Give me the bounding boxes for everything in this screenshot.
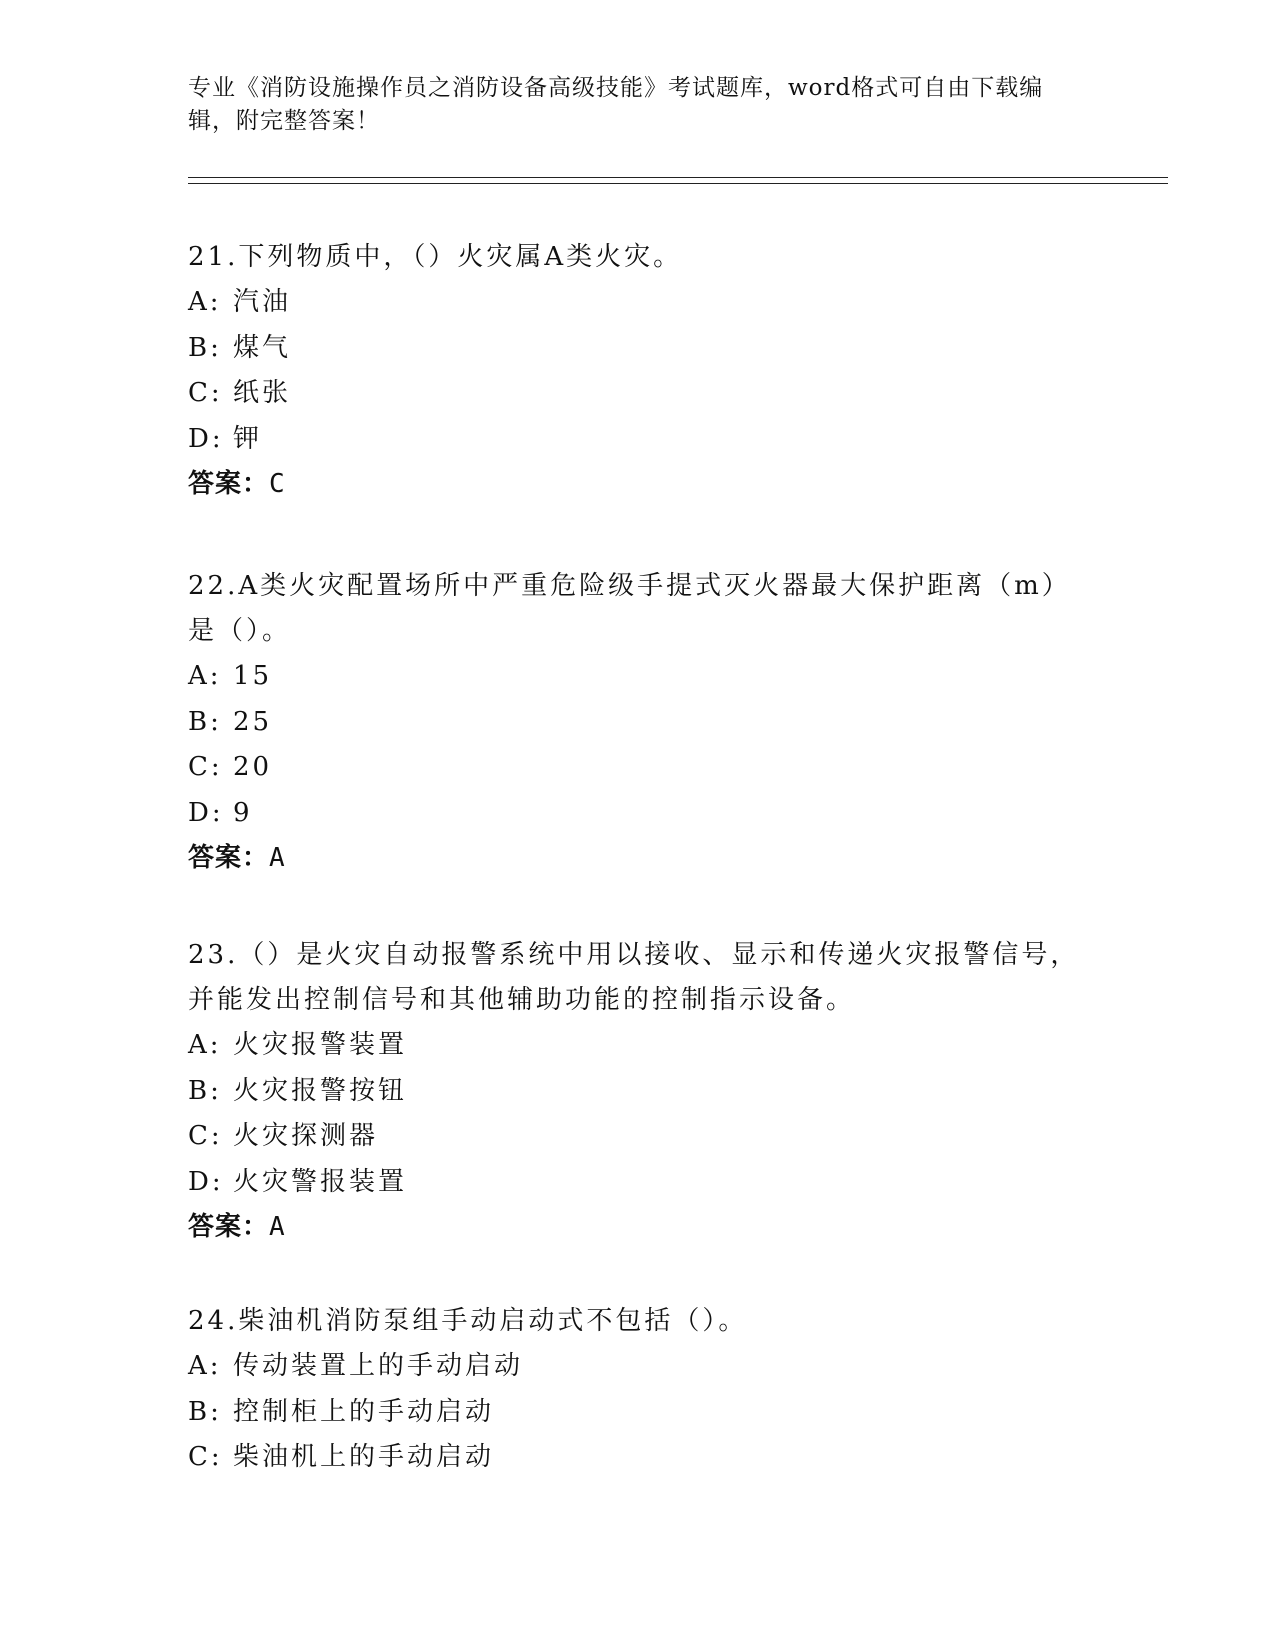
answer-line bbox=[188, 462, 1088, 508]
option-d bbox=[188, 791, 1088, 837]
question-stem: 21.下列物质中，（）火灾属A类火灾。 bbox=[188, 242, 683, 272]
option-a bbox=[188, 654, 1088, 700]
option-b bbox=[188, 1069, 1088, 1115]
option-label: D: bbox=[188, 797, 224, 828]
option-text: 传动装置上的手动启动 bbox=[233, 1351, 524, 1381]
option-b bbox=[188, 1390, 1088, 1436]
question-21 bbox=[188, 235, 1088, 508]
option-text: 25 bbox=[233, 706, 273, 737]
option-a bbox=[188, 1023, 1088, 1069]
question-24 bbox=[188, 1299, 1088, 1481]
option-c bbox=[188, 745, 1088, 791]
answer-value: A bbox=[269, 843, 286, 873]
option-label: A: bbox=[188, 1351, 222, 1381]
option-text: 纸张 bbox=[233, 378, 292, 408]
answer-label: 答案： bbox=[188, 843, 270, 873]
header-divider-bottom bbox=[188, 183, 1168, 184]
question-stem: 24.柴油机消防泵组手动启动式不包括（）。 bbox=[188, 1306, 748, 1336]
answer-value: C bbox=[269, 469, 286, 499]
option-label: A: bbox=[188, 661, 222, 691]
option-a bbox=[188, 1344, 1088, 1390]
question-22 bbox=[188, 564, 1088, 882]
answer-value: A bbox=[269, 1212, 286, 1242]
option-text: 汽油 bbox=[233, 287, 292, 317]
answer-line bbox=[188, 1205, 1088, 1251]
option-a bbox=[188, 280, 1088, 326]
option-text: 9 bbox=[233, 797, 253, 828]
question-stem: 22.A类火灾配置场所中严重危险级手提式灭火器最大保护距离（m）是（）。 bbox=[188, 571, 1071, 646]
option-label: A: bbox=[188, 287, 222, 317]
option-text: 控制柜上的手动启动 bbox=[233, 1396, 495, 1427]
option-c bbox=[188, 1114, 1088, 1160]
option-label: C: bbox=[188, 752, 223, 782]
option-label: B: bbox=[188, 1075, 222, 1106]
document-header: 专业《消防设施操作员之消防设备高级技能》考试题库，word格式可自由下载编辑，附完整答案！ bbox=[188, 75, 1044, 134]
question-stem: 23.（）是火灾自动报警系统中用以接收、显示和传递火灾报警信号，并能发出控制信号和其他辅助功能的控制指示设备。 bbox=[188, 940, 1080, 1015]
answer-label: 答案： bbox=[188, 469, 270, 499]
option-label: D: bbox=[188, 423, 224, 454]
question-23 bbox=[188, 933, 1088, 1251]
option-text: 15 bbox=[233, 661, 273, 691]
header-divider-top bbox=[188, 177, 1168, 178]
option-text: 煤气 bbox=[233, 332, 292, 363]
option-c bbox=[188, 371, 1088, 417]
option-text: 火灾探测器 bbox=[233, 1121, 379, 1151]
option-b bbox=[188, 700, 1088, 746]
option-label: B: bbox=[188, 1396, 222, 1427]
answer-label: 答案： bbox=[188, 1212, 270, 1242]
option-text: 火灾警报装置 bbox=[233, 1166, 408, 1197]
option-label: C: bbox=[188, 378, 223, 408]
option-d bbox=[188, 417, 1088, 463]
option-text: 火灾报警装置 bbox=[233, 1030, 408, 1060]
option-label: B: bbox=[188, 706, 222, 737]
option-label: C: bbox=[188, 1442, 223, 1472]
answer-line bbox=[188, 836, 1088, 882]
option-label: C: bbox=[188, 1121, 223, 1151]
option-text: 火灾报警按钮 bbox=[233, 1075, 408, 1106]
option-label: D: bbox=[188, 1166, 224, 1197]
option-label: A: bbox=[188, 1030, 222, 1060]
option-c bbox=[188, 1435, 1088, 1481]
option-text: 20 bbox=[233, 752, 273, 782]
option-text: 柴油机上的手动启动 bbox=[233, 1442, 495, 1472]
option-text: 钾 bbox=[233, 423, 263, 454]
option-label: B: bbox=[188, 332, 222, 363]
option-b bbox=[188, 326, 1088, 372]
option-d bbox=[188, 1160, 1088, 1206]
